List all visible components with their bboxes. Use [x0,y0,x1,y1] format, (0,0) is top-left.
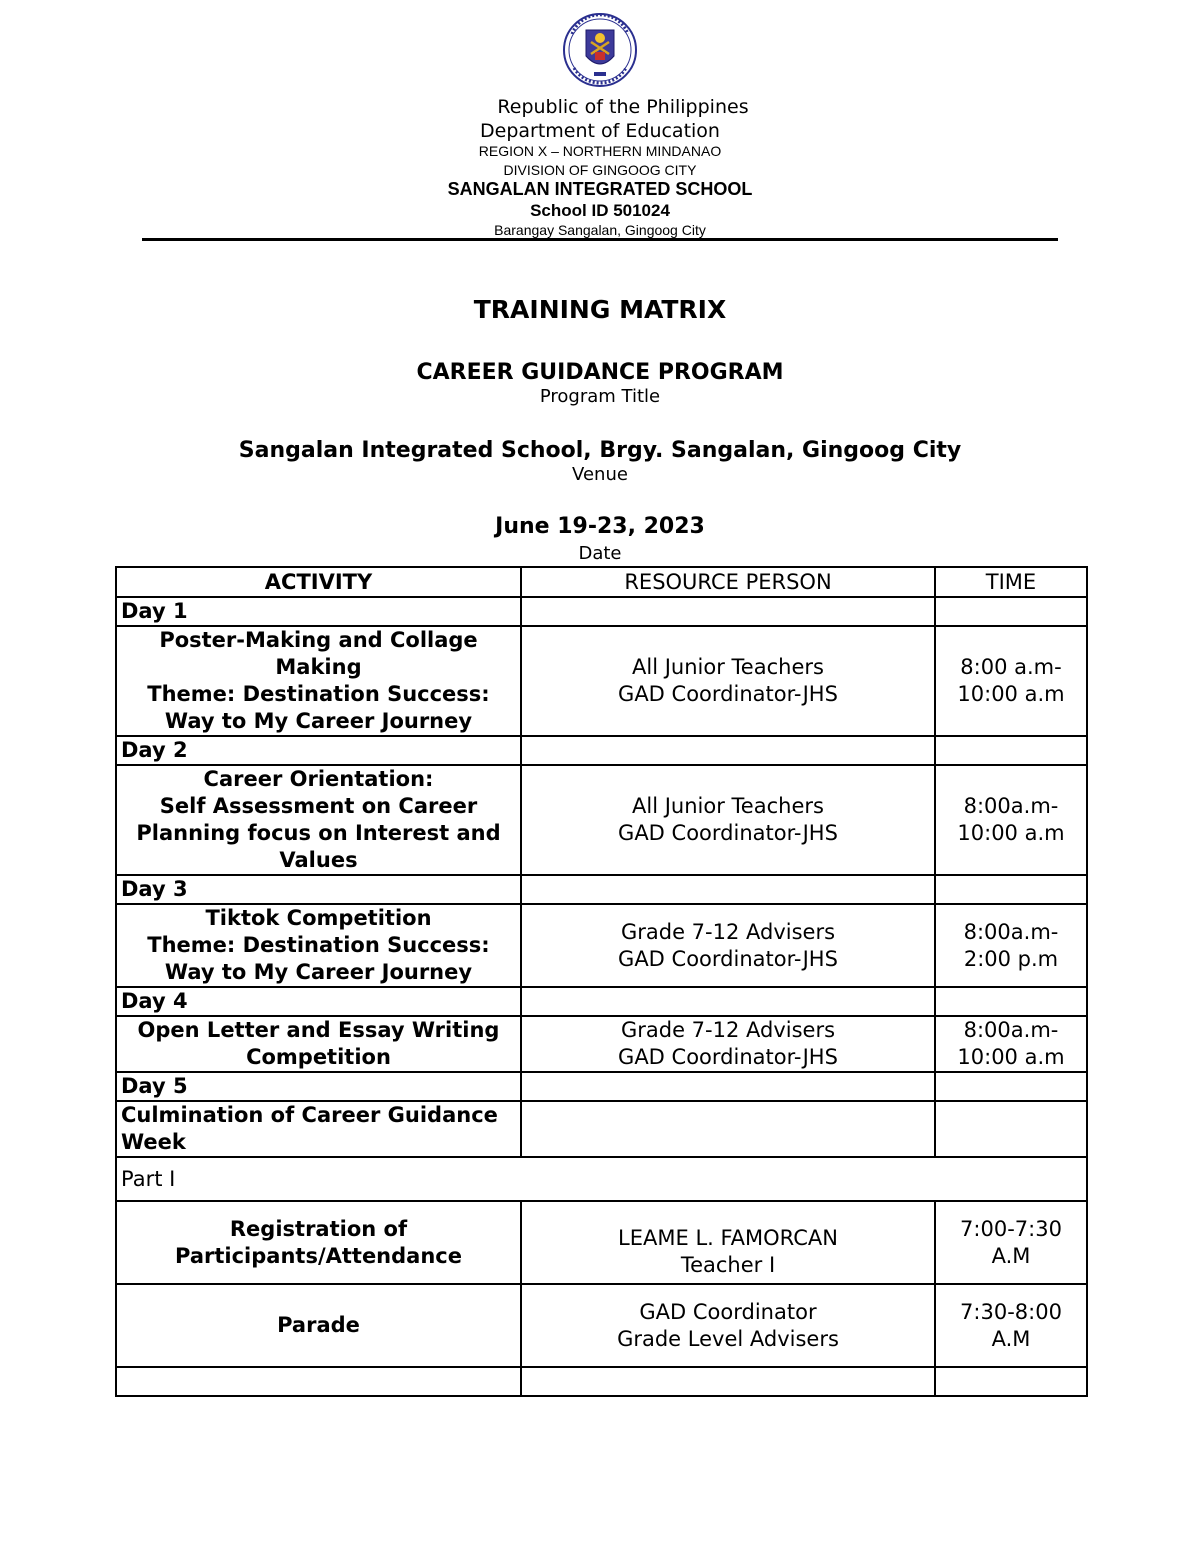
table-row [116,1016,1087,1072]
time-cell: 8:00a.m- 10:00 a.m [935,1016,1087,1072]
table-row [116,1367,1087,1396]
date-caption: Date [578,543,622,564]
document-title: TRAINING MATRIX [473,295,727,324]
empty-cell [935,736,1087,765]
program-title-caption: Program Title [539,386,661,407]
day-row [116,597,1087,626]
header-time: TIME [935,567,1087,597]
resource-person-cell: All Junior Teachers GAD Coordinator-JHS [521,765,935,875]
resource-person-cell: GAD Coordinator Grade Level Advisers [521,1284,935,1367]
table-header-row [116,567,1087,597]
empty-cell [521,875,935,904]
day-label: Day 5 [116,1072,521,1101]
table-row [116,1284,1087,1367]
day-row [116,987,1087,1016]
table-row [116,1101,1087,1157]
resource-person-cell: All Junior Teachers GAD Coordinator-JHS [521,626,935,736]
day-row [116,736,1087,765]
time-cell: 8:00a.m- 10:00 a.m [935,765,1087,875]
empty-cell [935,987,1087,1016]
empty-cell [935,875,1087,904]
day-label: Day 3 [116,875,521,904]
activity-cell: Registration of Participants/Attendance [116,1201,521,1284]
division-line: DIVISION OF GINGOOG CITY [503,162,697,178]
training-matrix-table [115,566,1088,1397]
department-line: Department of Education [480,120,720,142]
empty-cell [521,1072,935,1101]
empty-cell [935,1072,1087,1101]
day-label: Day 2 [116,736,521,765]
activity-cell: Culmination of Career Guidance Week [116,1101,521,1157]
activity-cell: Parade [116,1284,521,1367]
table-row [116,765,1087,875]
venue-caption: Venue [572,464,628,485]
day-row [116,1072,1087,1101]
resource-person-cell: Grade 7-12 Advisers GAD Coordinator-JHS [521,1016,935,1072]
part-label: Part I [116,1157,1087,1201]
program-title: CAREER GUIDANCE PROGRAM [416,360,784,385]
time-cell: 8:00a.m- 2:00 p.m [935,904,1087,987]
day-label: Day 1 [116,597,521,626]
venue: Sangalan Integrated School, Brgy. Sangalan, Gingoog City [238,438,962,463]
time-cell: 8:00 a.m- 10:00 a.m [935,626,1087,736]
republic-line: Republic of the Philippines [497,96,749,118]
school-name: SANGALAN INTEGRATED SCHOOL [447,179,753,199]
empty-cell [935,1101,1087,1157]
empty-cell [521,1367,935,1396]
event-date: June 19-23, 2023 [495,514,705,539]
deped-seal-logo [556,12,644,88]
resource-person-cell: Grade 7-12 Advisers GAD Coordinator-JHS [521,904,935,987]
resource-person-cell: LEAME L. FAMORCAN Teacher I [521,1201,935,1284]
day-row [116,875,1087,904]
header-resource-person: RESOURCE PERSON [521,567,935,597]
time-cell: 7:30-8:00 A.M [935,1284,1087,1367]
empty-cell [521,987,935,1016]
empty-cell [935,597,1087,626]
table-row [116,626,1087,736]
header-divider [142,238,1058,241]
header-activity: ACTIVITY [116,567,521,597]
table-row [116,1201,1087,1284]
school-id: School ID 501024 [530,201,670,220]
empty-cell [521,1101,935,1157]
empty-cell [116,1367,521,1396]
activity-cell: Tiktok Competition Theme: Destination Success: Way to My Career Journey [116,904,521,987]
empty-cell [521,597,935,626]
school-address: Barangay Sangalan, Gingoog City [494,222,706,238]
activity-cell: Career Orientation: Self Assessment on Career Planning focus on Interest and Values [116,765,521,875]
empty-cell [935,1367,1087,1396]
part-row [116,1157,1087,1201]
table-row [116,904,1087,987]
activity-cell: Poster-Making and Collage Making Theme: Destination Success: Way to My Career Journey [116,626,521,736]
empty-cell [521,736,935,765]
day-label: Day 4 [116,987,521,1016]
time-cell: 7:00-7:30 A.M [935,1201,1087,1284]
activity-cell: Open Letter and Essay Writing Competition [116,1016,521,1072]
region-line: REGION X – NORTHERN MINDANAO [478,143,722,159]
